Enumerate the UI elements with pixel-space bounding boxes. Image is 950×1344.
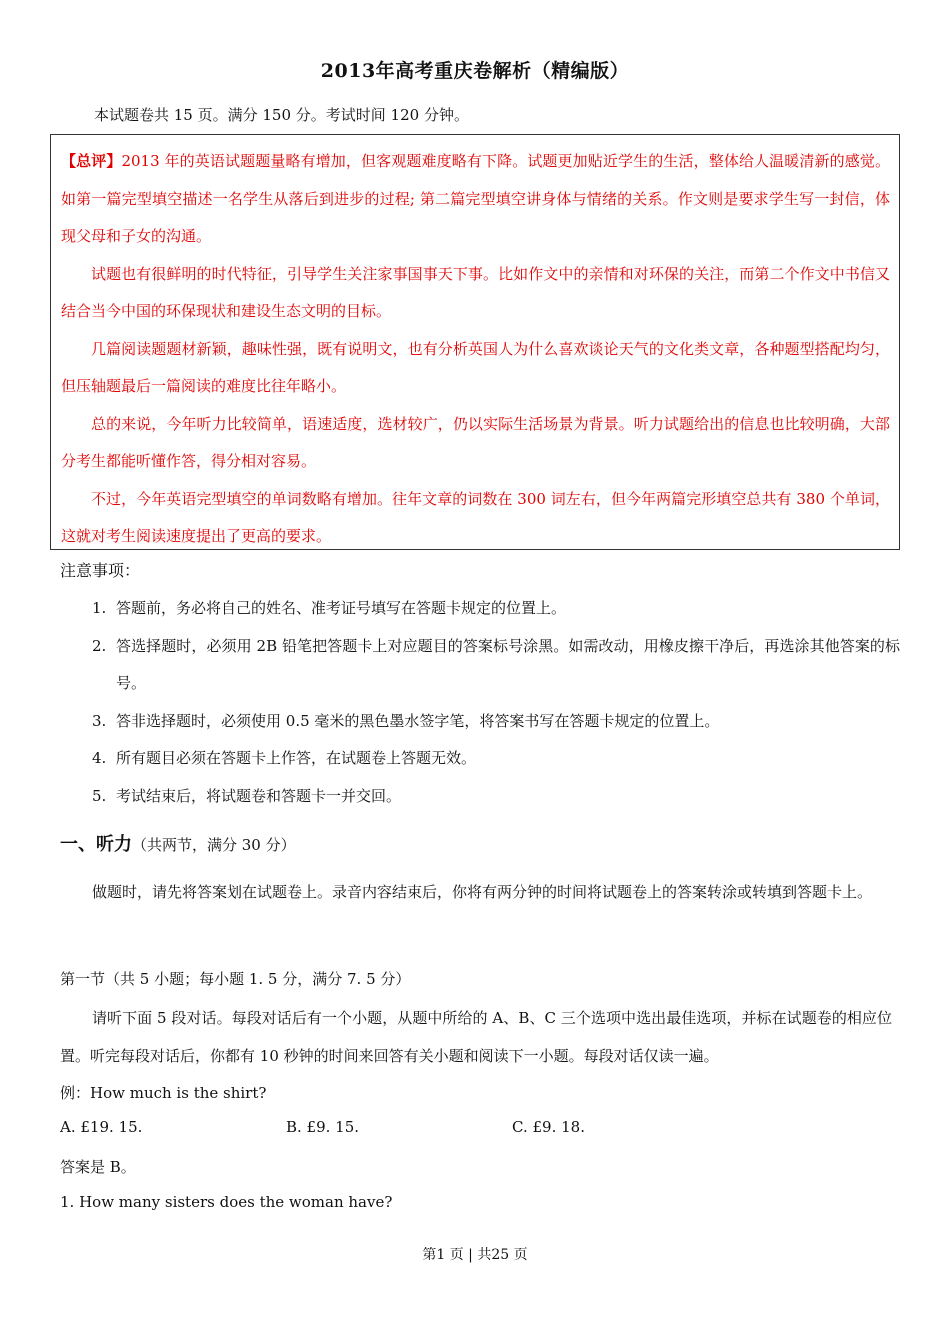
option-c: C. £9. 18. <box>512 1118 585 1136</box>
review-box <box>50 134 900 550</box>
option-a: A. £19. 15. <box>60 1118 143 1136</box>
exam-info: 本试题卷共 15 页。满分 150 分。考试时间 120 分钟。 <box>94 106 469 124</box>
section-title: 一、听力 <box>60 834 132 855</box>
notice-list <box>92 590 900 815</box>
notice-text: 所有题目必须在答题卡上作答，在试题卷上答题无效。 <box>116 749 477 767</box>
example-answer: 答案是 B。 <box>60 1158 136 1176</box>
notice-number: 5. <box>92 786 107 805</box>
notice-item <box>92 778 900 816</box>
part1-heading: 第一节（共 5 小题；每小题 1. 5 分，满分 7. 5 分） <box>60 970 411 988</box>
page-title: 2013年高考重庆卷解析（精编版） <box>320 60 630 82</box>
review-paragraph-5: 不过，今年英语完型填空的单词数略有增加。往年文章的词数在 300 词左右，但今年两篇完形填空总共有 380 个单词，这就对考生阅读速度提出了更高的要求。 <box>61 489 890 545</box>
notice-text: 答题前，务必将自己的姓名、准考证号填写在答题卡规定的位置上。 <box>116 599 567 617</box>
review-paragraph-2: 试题也有很鲜明的时代特征，引导学生关注家事国事天下事。比如作文中的亲情和对环保的关注，而第二个作文中书信又结合当今中国的环保现状和建设生态文明的目标。 <box>61 264 890 320</box>
notice-item <box>92 590 900 628</box>
listening-instruction: 做题时，请先将答案划在试题卷上。录音内容结束后，你将有两分钟的时间将试题卷上的答案转涂或转填到答题卡上。 <box>92 883 873 901</box>
section-subtitle: （共两节，满分 30 分） <box>132 836 296 854</box>
review-text-1: 2013 年的英语试题题量略有增加，但客观题难度略有下降。试题更加贴近学生的生活，整体给人温暖清新的感觉。如第一篇完型填空描述一名学生从落后到进步的过程; 第二篇完型填空讲身体与情绪的关系。作文则是要求学生写一封信，体现父母和子女的沟通。 <box>61 152 890 245</box>
example-options <box>60 1118 760 1142</box>
notice-text: 考试结束后，将试题卷和答题卡一并交回。 <box>116 786 402 805</box>
part1-instruction: 请听下面 5 段对话。每段对话后有一个小题，从题中所给的 A、B、C 三个选项中选出最佳选项，并标在试题卷的相应位置。听完每段对话后，你都有 10 秒钟的时间来回答有关小题和阅读下一小题。每段对话仅读一遍。 <box>60 1009 892 1065</box>
notice-item <box>92 628 900 703</box>
option-b: B. £9. 15. <box>286 1118 360 1136</box>
notice-text: 答选择题时，必须用 2B 铅笔把答题卡上对应题目的答案标号涂黑。如需改动，用橡皮擦干净后，再选涂其他答案的标号。 <box>116 636 900 692</box>
example-question: 例：How much is the shirt? <box>60 1084 267 1102</box>
review-paragraph-1 <box>61 143 890 256</box>
section-heading-listening <box>60 830 296 856</box>
page-footer: 第1 页 | 共25 页 <box>422 1247 528 1263</box>
notice-number: 2. <box>92 636 107 655</box>
notice-item <box>92 703 900 741</box>
question-1: 1. How many sisters does the woman have? <box>60 1193 393 1211</box>
review-label: 【总评】 <box>61 152 122 170</box>
notice-number: 3. <box>92 711 107 730</box>
notice-text: 答非选择题时，必须使用 0.5 毫米的黑色墨水签字笔，将答案书写在答题卡规定的位置上。 <box>116 711 720 730</box>
notice-number: 4. <box>92 749 107 767</box>
notice-number: 1. <box>92 599 107 617</box>
review-paragraph-4: 总的来说，今年听力比较简单，语速适度，选材较广，仍以实际生活场景为背景。听力试题给出的信息也比较明确，大部分考生都能听懂作答，得分相对容易。 <box>61 414 890 470</box>
notice-heading: 注意事项： <box>60 561 141 580</box>
notice-item <box>92 740 900 778</box>
review-paragraph-3: 几篇阅读题题材新颖，趣味性强，既有说明文，也有分析英国人为什么喜欢谈论天气的文化类文章，各种题型搭配均匀，但压轴题最后一篇阅读的难度比往年略小。 <box>61 339 890 395</box>
